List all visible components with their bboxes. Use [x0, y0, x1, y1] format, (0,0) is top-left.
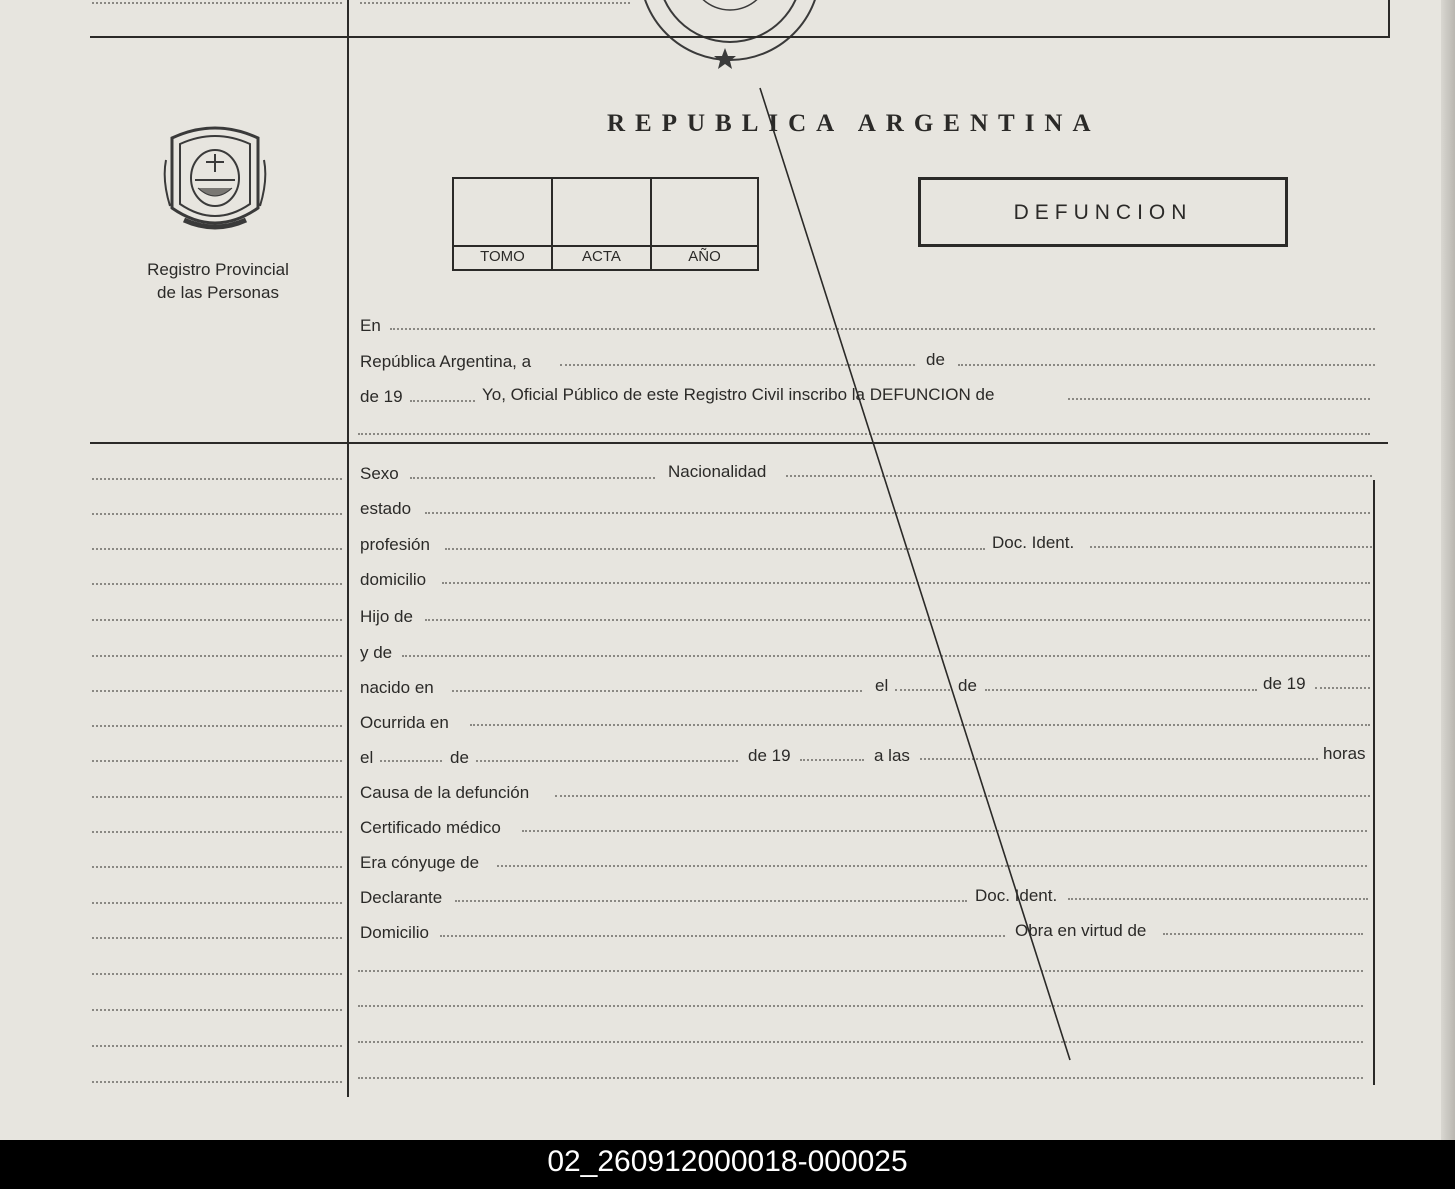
- acta-label: ACTA: [582, 248, 621, 265]
- en-label: En: [360, 316, 381, 335]
- domicilio-label: domicilio: [360, 570, 427, 589]
- doc-ident-label: Doc. Ident.: [992, 533, 1075, 552]
- causa-label: Causa de la defunción: [360, 783, 530, 802]
- hijo-de-label: Hijo de: [360, 607, 413, 626]
- tomo-label: TOMO: [480, 248, 525, 265]
- page-edge: [1441, 0, 1455, 1140]
- de19-label: de 19: [1263, 674, 1306, 693]
- domicilio-label-2: Domicilio: [360, 923, 429, 942]
- y-de-label: y de: [360, 643, 393, 662]
- de-label: de: [958, 676, 977, 695]
- doc-ident-label-2: Doc. Ident.: [975, 886, 1058, 905]
- de19-label: de 19: [360, 387, 403, 406]
- obra-label: Obra en virtud de: [1015, 921, 1147, 940]
- ocurrida-en-label: Ocurrida en: [360, 713, 449, 732]
- conyuge-label: Era cónyuge de: [360, 853, 480, 872]
- file-id-bar: [0, 1140, 1455, 1189]
- de19-label-2: de 19: [748, 746, 791, 765]
- a-las-label: a las: [874, 746, 910, 765]
- horas-label: horas: [1323, 744, 1366, 763]
- el-label-2: el: [360, 748, 374, 767]
- anio-label: AÑO: [688, 248, 721, 265]
- registry-name-line2: de las Personas: [157, 283, 279, 302]
- inscribo-label: Yo, Oficial Público de este Registro Civil inscribo la DEFUNCION de: [482, 385, 995, 404]
- el-label: el: [875, 676, 889, 695]
- declarante-label: Declarante: [360, 888, 443, 907]
- de-label-2: de: [450, 748, 469, 767]
- profesion-label: profesión: [360, 535, 430, 554]
- de-label: de: [926, 350, 945, 369]
- nacionalidad-label: Nacionalidad: [668, 462, 767, 481]
- republica-label: República Argentina, a: [360, 352, 532, 371]
- registry-name-line1: Registro Provincial: [147, 260, 289, 279]
- estado-label: estado: [360, 499, 412, 518]
- act-type-box: DEFUNCION: [918, 177, 1288, 247]
- file-id: 02_260912000018-000025: [547, 1145, 908, 1178]
- sexo-label: Sexo: [360, 464, 399, 483]
- nacido-en-label: nacido en: [360, 678, 434, 697]
- country-title: REPUBLICA ARGENTINA: [607, 110, 1101, 137]
- certificado-label: Certificado médico: [360, 818, 501, 837]
